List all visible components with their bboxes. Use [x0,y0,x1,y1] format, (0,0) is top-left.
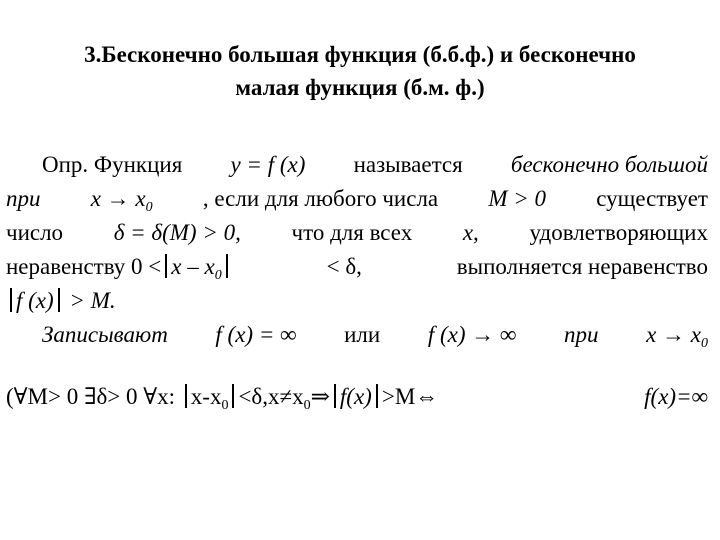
abs-bar [165,254,167,278]
abs-bar [334,384,336,408]
definition-line-5: f (x) > M. [6,284,708,318]
abs-bar [226,254,228,278]
definition-line-4: неравенству $0 < x - x_0$ < δ, выполняется неравенство [6,254,708,283]
definition-block [6,148,708,414]
definition-line-1: Опр. Функция y = f (x) называется бесконечно большой [42,152,708,177]
title-line-2: малая функция (б.м. ф.) [235,75,485,100]
abs-bar [185,384,187,408]
abs-bar [376,384,378,408]
definition-line-3: число δ = δ(M) > 0, что для всех x, удовлетворяющих [6,220,708,245]
definition-line-2: при $x \to x_0$ , если для любого числа M > 0 существует [6,186,708,215]
abs-bar [232,384,234,408]
definition-line-6: Записывают f (x) = ∞ или f (x) → ∞ при $x \to x_0$ [42,322,708,351]
slide-title [20,38,700,104]
abs-bar [58,288,60,312]
title-line-1: 3.Бесконечно большая функция (б.б.ф.) и бесконечно [84,42,636,67]
abs-bar [10,288,12,312]
formula-line: (∀M> 0 ∃δ> 0 ∀x: $x-x_0$ $<\delta,x\ne x_0\Rightarrow$ f(x) >M⇔ f(x)=∞ [6,384,708,413]
